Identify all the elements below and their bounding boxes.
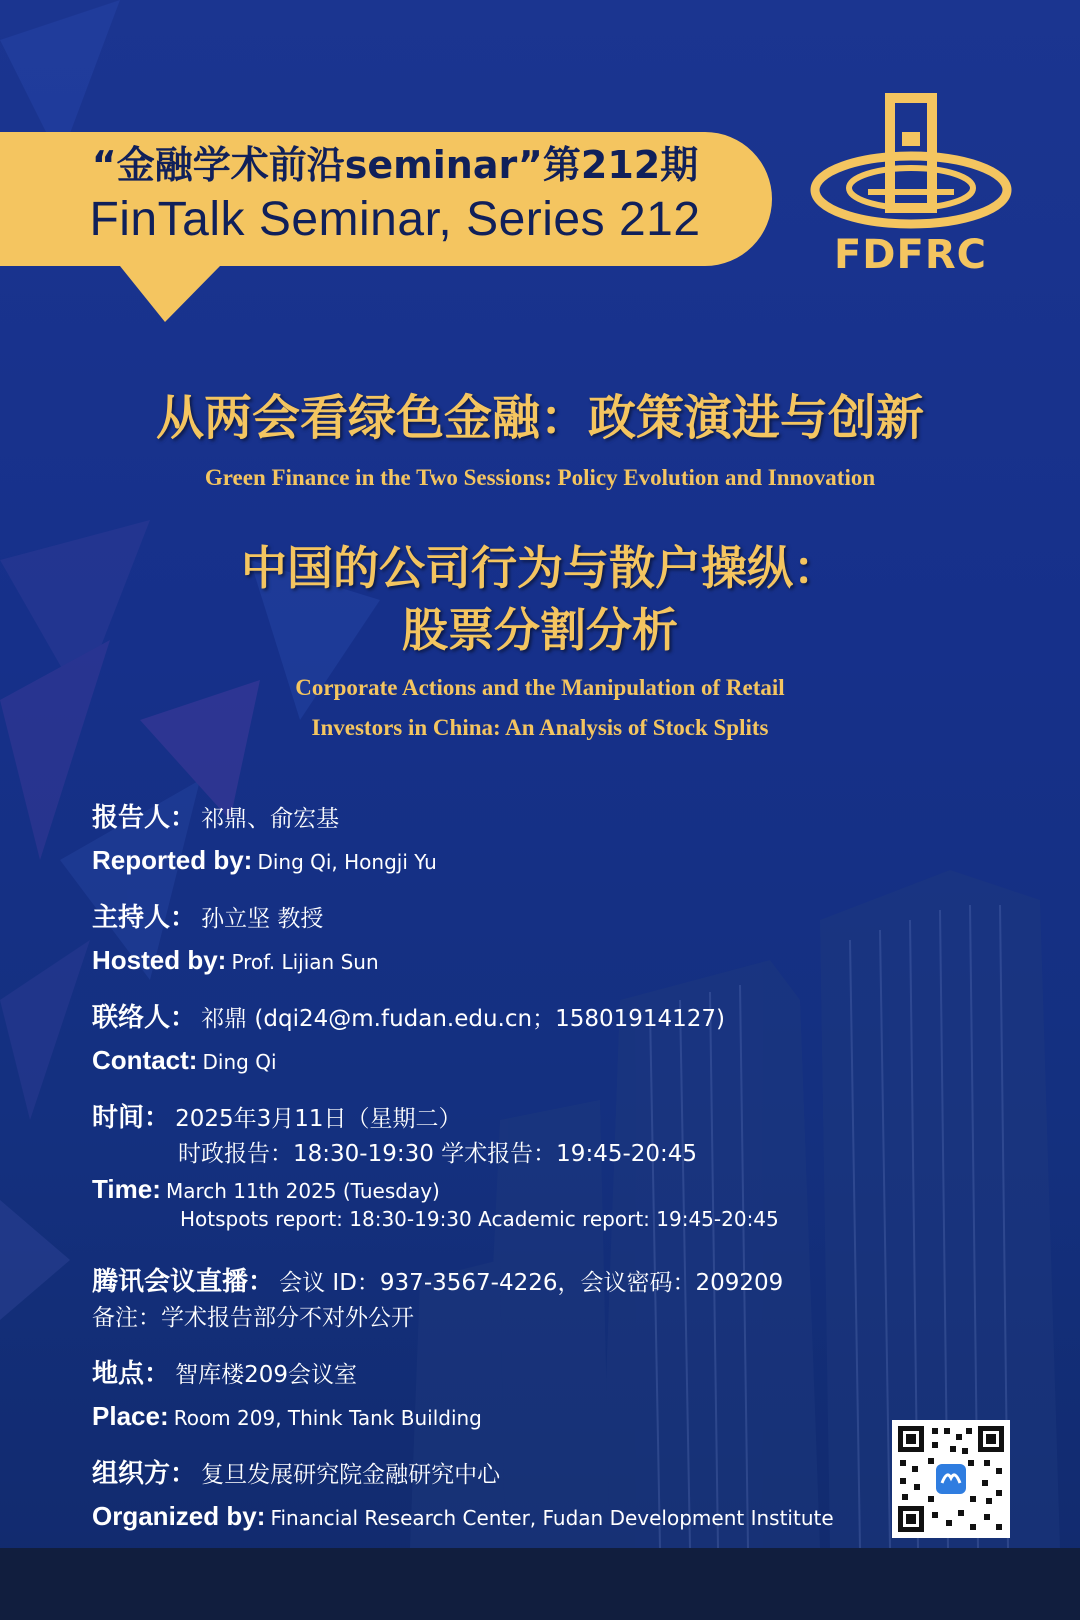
contact-en: Ding Qi <box>202 1050 277 1074</box>
place-en: Room 209, Think Tank Building <box>173 1406 482 1430</box>
time-cn-block <box>92 1100 697 1172</box>
org-cn-line <box>92 1456 500 1492</box>
place-en-line <box>92 1398 482 1434</box>
note-cn: 备注：学术报告部分不对外公开 <box>92 1305 414 1331</box>
talk2-title-en-line2: Investors in China: An Analysis of Stock Splits <box>311 715 769 740</box>
talk1-title-cn: 从两会看绿色金融：政策演进与创新 <box>155 390 924 446</box>
time-cn-line2: 时政报告：18:30-19:30 学术报告：19:45-20:45 <box>178 1141 698 1167</box>
meeting-label-cn: 腾讯会议直播： <box>92 1267 275 1297</box>
footer-bar <box>0 1548 1080 1620</box>
qr-code-icon[interactable] <box>892 1420 1010 1538</box>
talk2-title-en-line1: Corporate Actions and the Manipulation of Retail <box>295 675 785 700</box>
reporter-cn: 祁鼎、俞宏基 <box>201 806 340 832</box>
time-label-en: Time: <box>92 1174 161 1204</box>
logo-text: FDFRC <box>833 232 987 278</box>
host-label-en: Hosted by: <box>92 945 227 975</box>
place-cn-line <box>92 1356 357 1392</box>
time-en-line1: March 11th 2025 (Tuesday) <box>165 1179 440 1203</box>
reporter-en-line <box>92 842 437 878</box>
time-label-cn: 时间： <box>92 1103 171 1133</box>
talk2-title-cn-line2: 股票分割分析 <box>402 603 678 657</box>
host-label-cn: 主持人： <box>92 903 197 933</box>
contact-label-cn: 联络人： <box>92 1003 197 1033</box>
host-cn-line <box>92 900 323 936</box>
contact-cn: 祁鼎 (dqi24@m.fudan.edu.cn；15801914127) <box>201 1006 726 1032</box>
talk2-title-cn-line1: 中国的公司行为与散户操纵： <box>241 541 839 595</box>
contact-label-en: Contact: <box>92 1045 198 1075</box>
host-en: Prof. Lijian Sun <box>231 950 379 974</box>
org-label-en: Organized by: <box>92 1501 266 1531</box>
banner-title-en: FinTalk Seminar, Series 212 <box>89 193 701 246</box>
reporter-label-cn: 报告人： <box>92 803 197 833</box>
reporter-en: Ding Qi, Hongji Yu <box>257 850 437 874</box>
org-cn: 复旦发展研究院金融研究中心 <box>201 1462 501 1488</box>
place-label-en: Place: <box>92 1401 169 1431</box>
place-label-cn: 地点： <box>92 1359 171 1389</box>
org-en-line <box>92 1498 834 1534</box>
org-en: Financial Research Center, Fudan Development Institute <box>270 1506 834 1530</box>
place-cn: 智库楼209会议室 <box>175 1362 358 1388</box>
host-cn: 孙立坚 教授 <box>201 906 324 932</box>
org-label-cn: 组织方： <box>92 1459 197 1489</box>
reporter-cn-line <box>92 800 339 836</box>
time-en-line2: Hotspots report: 18:30-19:30 Academic report: 19:45-20:45 <box>180 1207 779 1231</box>
meeting-block <box>92 1264 783 1336</box>
contact-cn-line <box>92 1000 725 1036</box>
time-en-block <box>92 1174 779 1234</box>
meeting-cn: 会议 ID：937-3567-4226，会议密码：209209 <box>279 1270 784 1296</box>
banner-title-cn: “金融学术前沿seminar”第212期 <box>91 143 699 187</box>
talk1-title-en: Green Finance in the Two Sessions: Policy Evolution and Innovation <box>204 465 876 490</box>
host-en-line <box>92 942 379 978</box>
time-cn-line1: 2025年3月11日（星期二） <box>175 1106 462 1132</box>
banner-text <box>0 140 790 250</box>
contact-en-line <box>92 1042 277 1078</box>
reporter-label-en: Reported by: <box>92 845 253 875</box>
